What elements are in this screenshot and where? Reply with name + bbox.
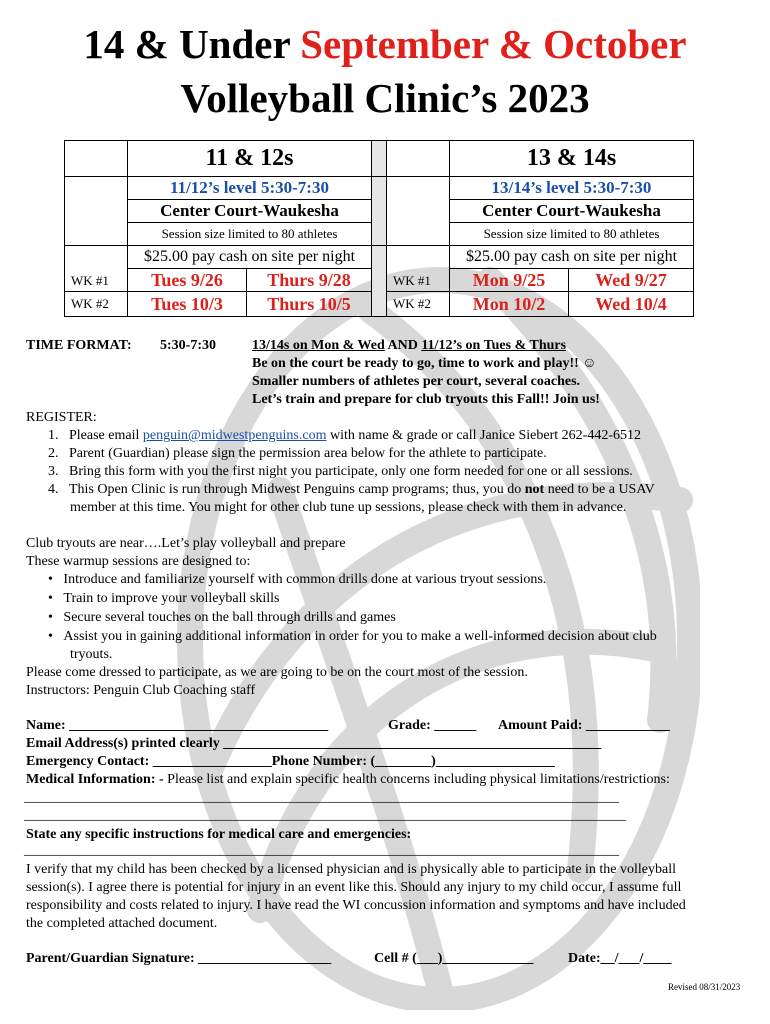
medical-line-1[interactable]: _____________________________________________________________________________________ (24, 790, 619, 805)
right-week-1-day-2: Wed 9/27 (569, 269, 694, 292)
time-format-line-1 (252, 337, 566, 355)
club-line-1: Club tryouts are near….Let’s play volleyball and prepare (26, 536, 346, 551)
signature-field[interactable]: Parent/Guardian Signature: ___________________ (26, 951, 332, 966)
register-item-3-text: Bring this form with you the first night you participate, only one form needed for one or all sessions. (69, 464, 633, 479)
club-bullet-4-text: Assist you in gaining additional information in order for you to make a well-informed decision about club (63, 629, 657, 644)
left-week-1-day-2: Thurs 9/28 (247, 269, 372, 292)
right-location: Center Court-Waukesha (450, 200, 694, 223)
schedule-gap (372, 141, 387, 177)
right-week-2-label: WK #2 (387, 292, 450, 317)
verify-line-3: responsibility and costs related to injury. I have read the WI concussion information and symptoms and have included (26, 898, 686, 913)
club-bullet-3: • Secure several touches on the ball through drills and games (48, 610, 396, 625)
email-field[interactable]: Email Address(s) printed clearly ______________________________________________________ (26, 736, 602, 751)
left-week-2-label: WK #2 (65, 292, 128, 317)
title-line-1 (0, 21, 770, 67)
register-item-4-not: not (524, 482, 545, 497)
time-format-line-3: Smaller numbers of athletes per court, several coaches. (252, 374, 581, 389)
amount-paid-field[interactable]: Amount Paid: ____________ (498, 718, 670, 733)
left-week-2-day-1: Tues 10/3 (128, 292, 247, 317)
name-field[interactable]: Name: _____________________________________ (26, 718, 329, 733)
schedule-gap (372, 246, 387, 317)
register-heading: REGISTER: (26, 410, 97, 425)
date-field[interactable]: Date:__/___/____ (568, 951, 672, 966)
club-bullet-4: • Assist you in gaining additional information in order for you to make a well-informed decision about club (48, 629, 657, 644)
left-level: 11/12’s level 5:30-7:30 (128, 177, 372, 200)
verify-line-4: the completed attached document. (26, 916, 218, 931)
right-week-1-label: WK #1 (387, 246, 450, 292)
time-format-line-4: Let’s train and prepare for club tryouts this Fall!! Join us! (252, 392, 600, 407)
time-format-and: AND (384, 338, 422, 353)
schedule-corner-right (387, 141, 450, 177)
club-dress: Please come dressed to participate, as we are going to be on the court most of the session. (26, 665, 528, 680)
title-line-2: Volleyball Clinic’s 2023 (180, 75, 590, 121)
left-price: $25.00 pay cash on site per night (128, 246, 372, 269)
time-format-label: TIME FORMAT: (26, 338, 132, 353)
time-format-older: 13/14s on Mon & Wed (252, 338, 385, 353)
register-item-2-text: Parent (Guardian) please sign the permission area below for the athlete to participate. (69, 446, 547, 461)
schedule-blank-right (387, 177, 450, 246)
time-format-line-2: Be on the court be ready to go, time to work and play!! ☺ (252, 356, 597, 371)
schedule-table (64, 140, 694, 317)
left-session-size: Session size limited to 80 athletes (128, 223, 372, 246)
register-item-1-phone: with name & grade or call Janice Siebert 262-442-6512 (326, 428, 641, 443)
medical-information (26, 771, 670, 789)
revised-date: Revised 08/31/2023 (668, 982, 741, 992)
right-heading: 13 & 14s (450, 141, 694, 177)
verify-line-1: I verify that my child has been checked by a licensed physician and is physically able to participate in the volleyball (26, 862, 677, 877)
title-black: 14 & Under (83, 21, 290, 67)
left-week-2-day-2: Thurs 10/5 (247, 292, 372, 317)
title-red: September & October (300, 21, 687, 67)
register-item-4-cont: member at this time. You might for other club tune up sessions, please check with them in advance. (70, 500, 627, 515)
grade-field[interactable]: Grade: ______ (388, 718, 477, 733)
club-instructors: Instructors: Penguin Club Coaching staff (26, 683, 256, 698)
club-line-2: These warmup sessions are designed to: (26, 554, 251, 569)
right-session-size: Session size limited to 80 athletes (450, 223, 694, 246)
register-item-1-text: Please email (69, 428, 143, 443)
cell-field[interactable]: Cell # (___)_____________ (374, 951, 534, 966)
instructions-line[interactable]: _____________________________________________________________________________________ (24, 843, 619, 858)
right-week-2-day-1: Mon 10/2 (450, 292, 569, 317)
instructions-label: State any specific instructions for medical care and emergencies: (26, 827, 412, 842)
club-bullet-2: • Train to improve your volleyball skills (48, 591, 280, 606)
club-bullet-4-cont: tryouts. (70, 647, 113, 662)
left-location: Center Court-Waukesha (128, 200, 372, 223)
right-level: 13/14’s level 5:30-7:30 (450, 177, 694, 200)
time-format-younger: 11/12’s on Tues & Thurs (421, 338, 567, 353)
medical-line-2[interactable]: ______________________________________________________________________________________ (24, 808, 626, 823)
register-item-4-text: This Open Clinic is run through Midwest Penguins camp programs; thus, you do (69, 482, 525, 497)
schedule-blank-left (65, 177, 128, 246)
schedule-gap (372, 177, 387, 246)
register-item-2: 2. Parent (Guardian) please sign the permission area below for the athlete to participate. (48, 446, 547, 461)
register-item-1: 1. Please email penguin@midwestpenguins.com with name & grade or call Janice Siebert 262-442-6512 (48, 428, 641, 443)
medical-label: Medical Information: - (26, 772, 168, 787)
time-format-time: 5:30-7:30 (160, 338, 216, 353)
club-bullet-1: • Introduce and familiarize yourself with common drills done at various tryout sessions. (48, 572, 547, 587)
register-item-4-usav: need to be a USAV (544, 482, 655, 497)
verify-line-2: session(s). I agree there is potential for injury in an event like this. Should any injury to my child occur, I assume full (26, 880, 682, 895)
club-bullet-1-text: Introduce and familiarize yourself with common drills done at various tryout sessions. (63, 572, 547, 587)
schedule-corner-left (65, 141, 128, 177)
left-week-1-label: WK #1 (65, 246, 128, 292)
left-heading: 11 & 12s (128, 141, 372, 177)
right-week-2-day-2: Wed 10/4 (569, 292, 694, 317)
right-week-1-day-1: Mon 9/25 (450, 269, 569, 292)
medical-text: Please list and explain specific health concerns including physical limitations/restrictions: (167, 772, 670, 787)
club-bullet-2-text: Train to improve your volleyball skills (63, 591, 280, 606)
emergency-contact-field[interactable]: Emergency Contact: _________________Phone Number: (________)_________________ (26, 754, 555, 769)
register-item-4: 4. This Open Clinic is run through Midwest Penguins camp programs; thus, you do not need to be a USAV (48, 482, 655, 497)
register-item-3: 3. Bring this form with you the first night you participate, only one form needed for one or all sessions. (48, 464, 633, 479)
club-bullet-3-text: Secure several touches on the ball through drills and games (63, 610, 396, 625)
email-link[interactable]: penguin@midwestpenguins.com (142, 428, 327, 443)
left-week-1-day-1: Tues 9/26 (128, 269, 247, 292)
right-price: $25.00 pay cash on site per night (450, 246, 694, 269)
